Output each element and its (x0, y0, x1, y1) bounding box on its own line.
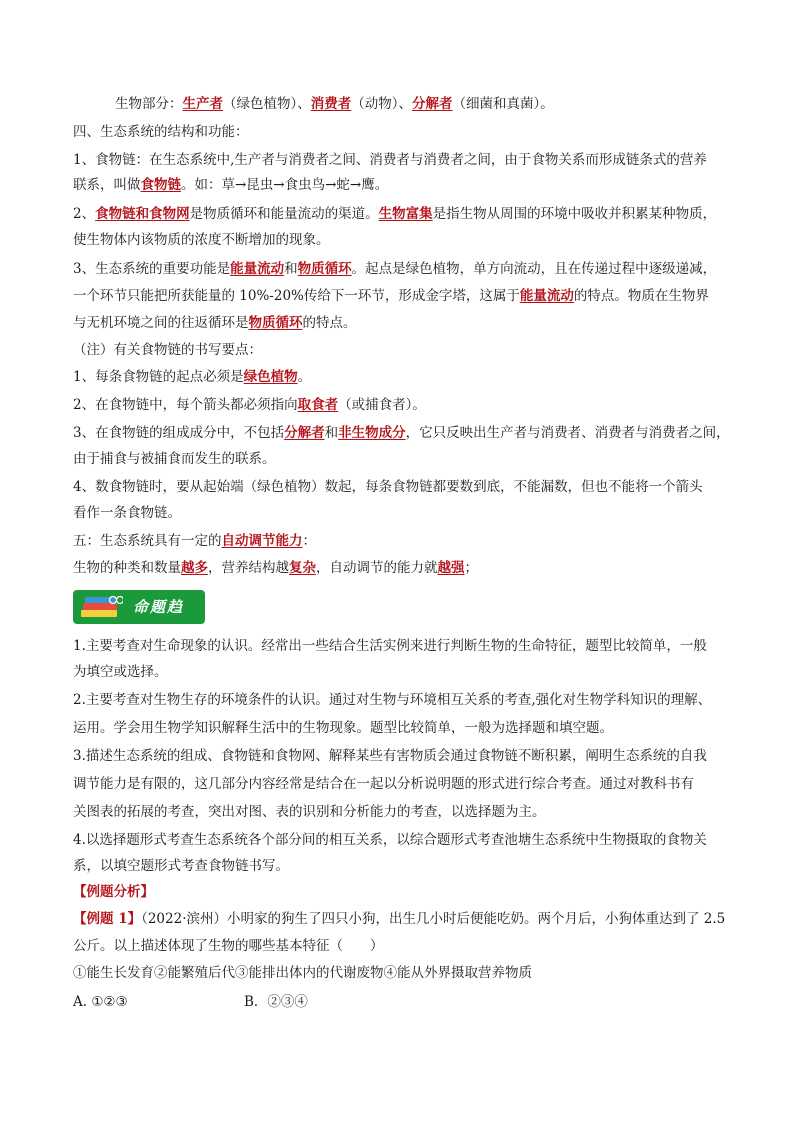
text: ，营养结构越 (208, 560, 289, 576)
para-biotic-parts (115, 95, 735, 114)
text: （2022·滨州）小明家的狗生了四只小狗，出生几小时后便能吃奶。两个月后，小狗体重达到了 2.5 (141, 911, 726, 927)
keyword-food-web: 食物链和食物网 (95, 206, 190, 222)
text: 与无机环境之间的往返循环是 (73, 315, 249, 331)
choice-b: B．②③④ (244, 994, 308, 1010)
keyword-more: 越多 (181, 560, 208, 576)
text: 是指生物从周围的环境中吸收并积累某种物质， (432, 206, 717, 222)
trend-item-3-line2: 调节能力是有限的，这几部分内容经常是结合在一起以分析说明题的形式进行综合考查。通过对教科书有 (73, 776, 694, 792)
text: 五：生态系统具有一定的 (73, 533, 222, 549)
text: 的特点。物质在生物界 (573, 288, 709, 304)
text: 和 (324, 425, 339, 441)
note-item-3-line1 (73, 424, 733, 443)
books-icon (79, 594, 123, 620)
text: 生物的种类和数量 (73, 560, 181, 576)
heading-section-5 (73, 532, 733, 551)
example-1-line2: 公斤。以上描述体现了生物的哪些基本特征（ ） (73, 938, 384, 954)
para-self-regulation (73, 559, 733, 578)
text: 联系，叫做 (73, 177, 141, 193)
keyword-predator: 取食者 (297, 397, 339, 413)
text: 1、每条食物链的起点必须是 (73, 369, 244, 385)
text: ，它只反映出生产者与消费者、消费者与消费者之间， (405, 425, 730, 441)
trend-item-2-line1: 2.主要考查对生物生存的环境条件的认识。通过对生物与环境相互关系的考查,强化对生物学科知识的理解、 (73, 692, 712, 708)
note-item-4-line2: 看作一条食物链。 (73, 505, 181, 521)
text: 和 (284, 261, 298, 277)
text: 生物部分： (115, 96, 183, 112)
text: （细菌和真菌）。 (452, 96, 554, 112)
text: 2、 (73, 206, 96, 222)
text: 的特点。 (302, 315, 357, 331)
choice-a: A. ①②③ (73, 994, 128, 1010)
text: 3、在食物链的组成成分中，不包括 (73, 425, 285, 441)
trend-item-2-line2: 运用。学会用生物学知识解释生活中的生物现象。题型比较简单，一般为选择题和填空题。 (73, 720, 613, 736)
text: ： (302, 533, 316, 549)
trend-item-4-line2: 系，以填空题形式考查食物链书写。 (73, 858, 289, 874)
heading-section-4: 四、生态系统的结构和功能： (73, 124, 249, 140)
trend-item-3-line3: 关图表的拓展的考查，突出对图、表的识别和分析能力的考查，以选择题为主。 (73, 804, 546, 820)
note-item-2 (73, 396, 733, 415)
example-1-line1 (73, 910, 737, 929)
keyword-producer: 生产者 (182, 96, 223, 112)
keyword-green-plants: 绿色植物 (243, 369, 298, 385)
keyword-energy-flow: 能量流动 (230, 261, 285, 277)
text: （绿色植物）、 (223, 96, 311, 112)
para-food-chain-line1: 1、食物链：在生态系统中,生产者与消费者之间、消费者与消费者之间，由于食物关系而形成链条式的营养 (73, 152, 707, 168)
note-item-1 (73, 368, 733, 387)
text: （或捕食者）。 (338, 397, 426, 413)
text: ，自动调节的能力就 (316, 560, 438, 576)
example-analysis-heading: 【例题分析】 (73, 884, 154, 900)
keyword-abiotic: 非生物成分 (338, 425, 406, 441)
keyword-stronger: 越强 (437, 560, 465, 576)
trend-item-3-line1: 3.描述生态系统的组成、食物链和食物网、解释某些有害物质会通过食物链不断积累，阐明生态系统的自我 (73, 748, 707, 764)
trend-item-1-line1: 1.主要考查对生命现象的认识。经常出一些结合生活实例来进行判断生物的生命特征，题型比较简单，一般 (73, 638, 707, 654)
keyword-decomposer: 分解者 (284, 425, 325, 441)
trend-item-1-line2: 为填空或选择。 (73, 664, 168, 680)
text: ； (464, 560, 478, 576)
keyword-complex: 复杂 (289, 560, 316, 576)
text: （动物）、 (351, 96, 412, 112)
para-food-chain-line2 (73, 176, 733, 195)
example-label: 【例题 1】 (73, 911, 142, 927)
exam-trend-banner (73, 590, 205, 624)
para-functions-line1 (73, 260, 733, 279)
keyword-bioaccumulation: 生物富集 (378, 206, 433, 222)
para-channels-line2: 使生物体内该物质的浓度不断增加的现象。 (73, 232, 330, 248)
keyword-energy-flow: 能量流动 (519, 288, 574, 304)
keyword-material-cycle: 物质循环 (297, 261, 352, 277)
example-1-options: ①能生长发育②能繁殖后代③能排出体内的代谢废物④能从外界摄取营养物质 (73, 965, 532, 981)
note-item-3-line2: 由于捕食与被捕食而发生的联系。 (73, 451, 276, 467)
trend-item-4-line1: 4.以选择题形式考查生态系统各个部分间的相互关系，以综合题形式考查池塘生态系统中生物摄取的食物关 (73, 832, 707, 848)
text: 是物质循环和能量流动的渠道。 (189, 206, 379, 222)
para-functions-line3 (73, 314, 733, 333)
text: 一个环节只能把所获能量的 10%-20%传给下一环节，形成金字塔，这属于 (73, 288, 520, 304)
note-item-4-line1: 4、数食物链时，要从起始端（绿色植物）数起，每条食物链都要数到底，不能漏数，但也不能将一个箭头 (73, 479, 703, 495)
note-heading: （注）有关食物链的书写要点： (73, 342, 262, 358)
text: 3、生态系统的重要功能是 (73, 261, 231, 277)
keyword-self-regulation: 自动调节能力 (221, 533, 303, 549)
text: 2、在食物链中，每个箭头都必须指向 (73, 397, 298, 413)
keyword-material-cycle: 物质循环 (248, 315, 303, 331)
text: 。起点是绿色植物，单方向流动，且在传递过程中逐级递减， (351, 261, 717, 277)
para-functions-line2 (73, 287, 733, 306)
para-channels-line1 (73, 205, 733, 224)
text: 。 (297, 369, 312, 385)
banner-title: 命题趋 (133, 598, 185, 616)
keyword-food-chain: 食物链 (140, 177, 181, 193)
keyword-decomposer: 分解者 (412, 96, 453, 112)
text: 。如：草→昆虫→食虫鸟→蛇→鹰。 (181, 177, 389, 193)
keyword-consumer: 消费者 (310, 96, 352, 112)
